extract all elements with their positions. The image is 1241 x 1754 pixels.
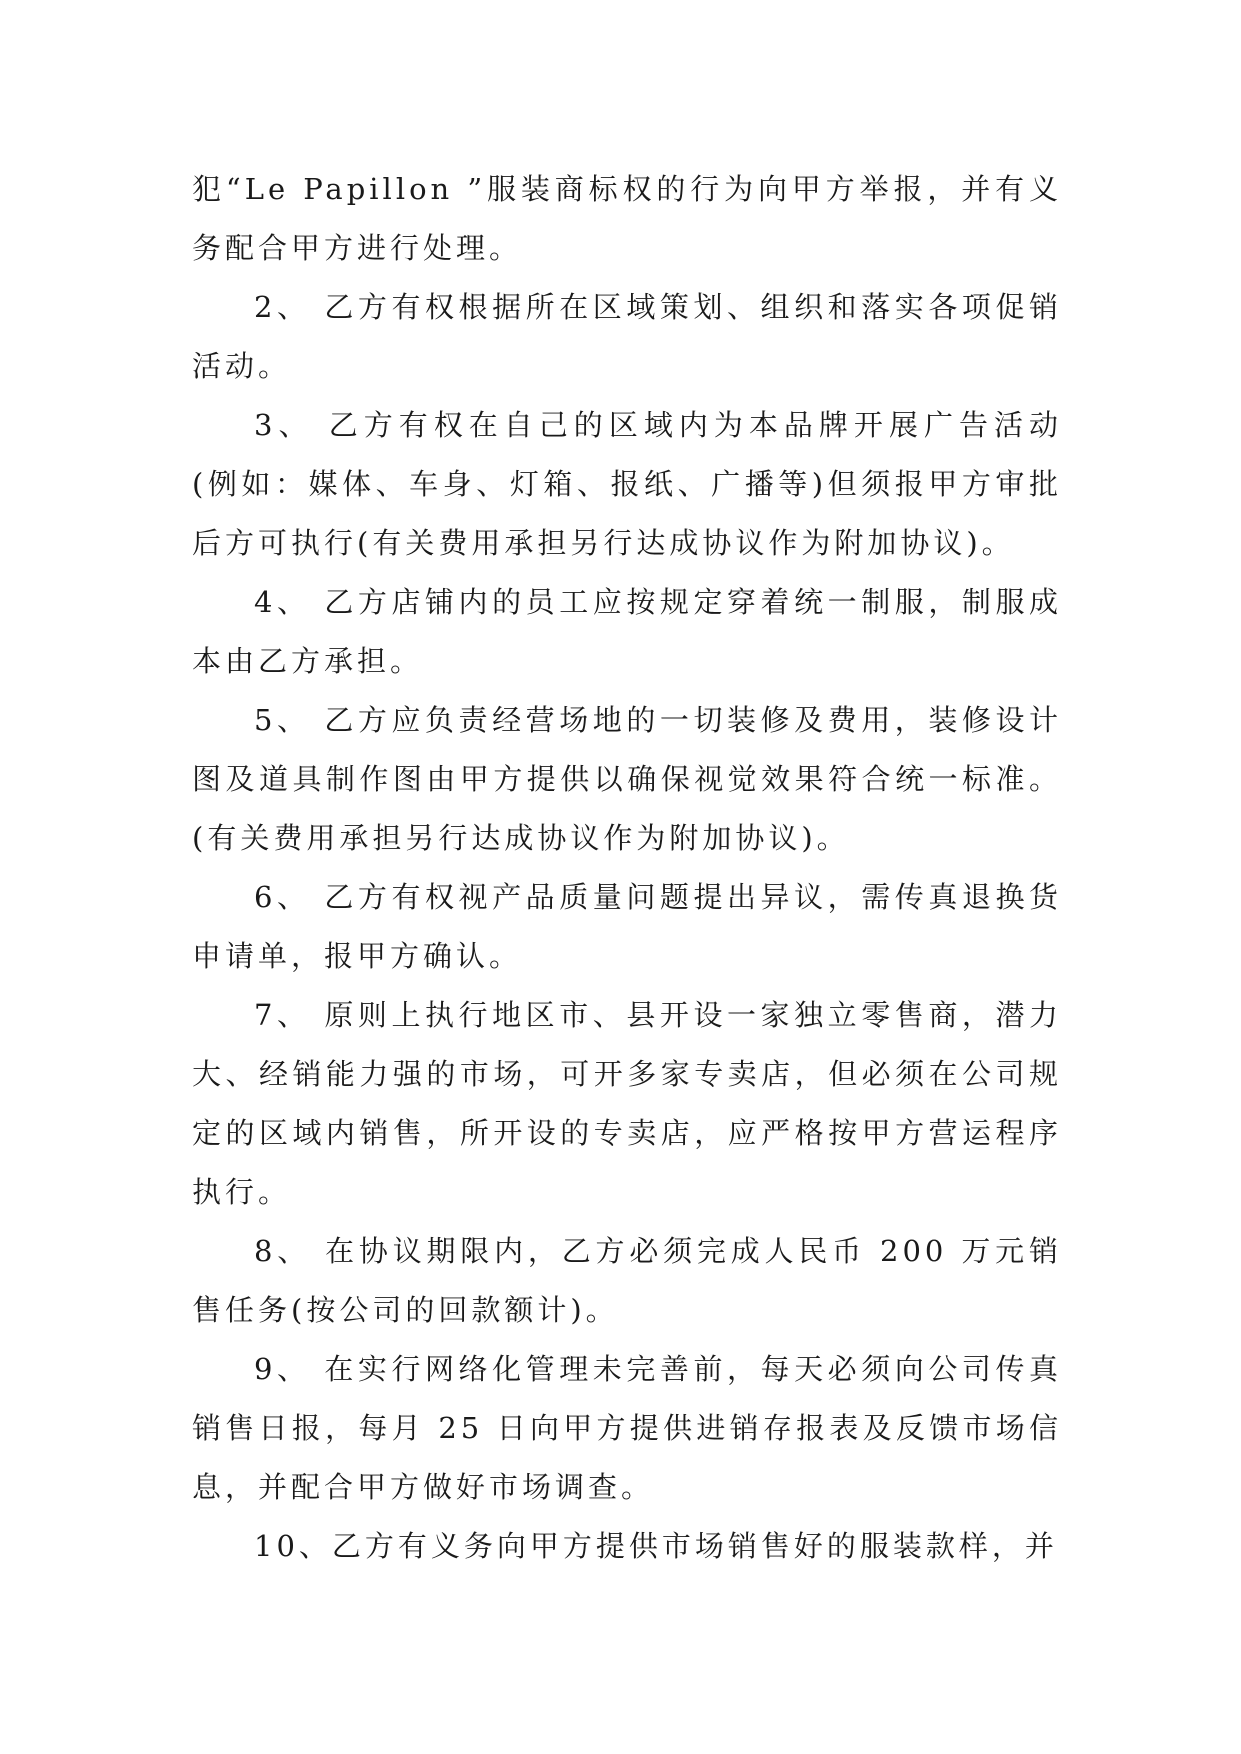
clause-4: 4、 乙方店铺内的员工应按规定穿着统一制服，制服成本由乙方承担。 — [192, 585, 1062, 678]
clause-7: 7、 原则上执行地区市、县开设一家独立零售商，潜力大、经销能力强的市场，可开多家专卖店，但必须在公司规定的区域内销售，所开设的专卖店，应严格按甲方营运程序执行。 — [192, 998, 1062, 1209]
clause-3: 3、 乙方有权在自己的区域内为本品牌开展广告活动(例如：媒体、车身、灯箱、报纸、广播等)但须报甲方审批后方可执行(有关费用承担另行达成协议作为附加协议)。 — [192, 408, 1062, 560]
paragraph-continuation: 犯“Le Papillon ”服装商标权的行为向甲方举报，并有义务配合甲方进行处理。 — [192, 172, 1062, 265]
clause-6: 6、 乙方有权视产品质量问题提出异议，需传真退换货申请单，报甲方确认。 — [192, 880, 1062, 973]
clause-9: 9、 在实行网络化管理未完善前，每天必须向公司传真销售日报，每月 25 日向甲方提供进销存报表及反馈市场信息，并配合甲方做好市场调查。 — [192, 1352, 1062, 1504]
contract-text — [192, 160, 1062, 1576]
clause-2: 2、 乙方有权根据所在区域策划、组织和落实各项促销活动。 — [192, 290, 1062, 383]
clause-10: 10、乙方有义务向甲方提供市场销售好的服装款样，并 — [254, 1529, 1058, 1563]
clause-8: 8、 在协议期限内，乙方必须完成人民币 200 万元销售任务(按公司的回款额计)。 — [192, 1234, 1062, 1327]
clause-5: 5、 乙方应负责经营场地的一切装修及费用，装修设计图及道具制作图由甲方提供以确保视觉效果符合统一标准。(有关费用承担另行达成协议作为附加协议)。 — [192, 703, 1062, 855]
